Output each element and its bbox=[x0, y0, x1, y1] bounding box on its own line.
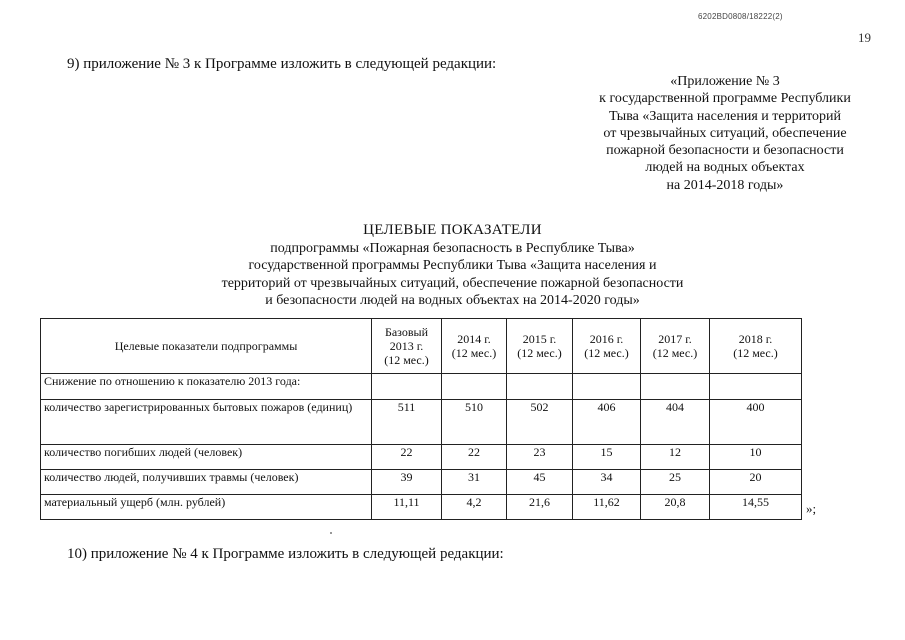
cell-value: 21,6 bbox=[507, 495, 573, 520]
table-header-row bbox=[41, 319, 802, 374]
appendix-line: людей на водных объектах bbox=[645, 160, 805, 176]
document-code: 6202BD0808/18222(2) bbox=[698, 12, 783, 21]
cell-value: 39 bbox=[372, 470, 442, 495]
cell-value: 31 bbox=[442, 470, 507, 495]
appendix-line: Тыва «Защита населения и территорий bbox=[608, 108, 842, 124]
appendix-line: от чрезвычайных ситуаций, обеспечение bbox=[603, 125, 847, 141]
table-title bbox=[150, 222, 755, 310]
appendix-reference bbox=[560, 73, 890, 194]
closing-quote: »; bbox=[806, 501, 817, 516]
cell-value: 11,11 bbox=[372, 495, 442, 520]
cell-value: 14,55 bbox=[710, 495, 802, 520]
cell-value: 11,62 bbox=[573, 495, 641, 520]
cell-value: 20,8 bbox=[641, 495, 710, 520]
appendix-line: пожарной безопасности и безопасности bbox=[606, 143, 844, 159]
header-label: Целевые показатели подпрограммы bbox=[41, 319, 372, 374]
scan-speck bbox=[330, 532, 332, 534]
table-row bbox=[41, 445, 802, 470]
cell-value: 22 bbox=[372, 445, 442, 470]
section-label: Снижение по отношению к показателю 2013 года: bbox=[41, 374, 372, 400]
cell-value: 400 bbox=[710, 400, 802, 445]
row-label: количество людей, получивших травмы (человек) bbox=[41, 470, 372, 495]
cell-value: 23 bbox=[507, 445, 573, 470]
table-row bbox=[41, 400, 802, 445]
table-row bbox=[41, 495, 802, 520]
page-number: 19 bbox=[858, 30, 871, 45]
section-row bbox=[41, 374, 802, 400]
cell-value: 34 bbox=[573, 470, 641, 495]
year-header: 2016 г. (12 мес.) bbox=[573, 319, 641, 374]
appendix-line: на 2014-2018 годы» bbox=[666, 177, 784, 193]
row-label: материальный ущерб (млн. рублей) bbox=[41, 495, 372, 520]
year-header: 2018 г. (12 мес.) bbox=[710, 319, 802, 374]
year-header: 2015 г. (12 мес.) bbox=[507, 319, 573, 374]
title-main: ЦЕЛЕВЫЕ ПОКАЗАТЕЛИ bbox=[363, 222, 542, 238]
year-header: 2014 г. (12 мес.) bbox=[442, 319, 507, 374]
title-line: территорий от чрезвычайных ситуаций, обеспечение пожарной безопасности bbox=[221, 275, 684, 291]
appendix-line: к государственной программе Республики bbox=[599, 91, 851, 107]
paragraph-10: 10) приложение № 4 к Программе изложить в следующей редакции: bbox=[67, 546, 504, 562]
row-label: количество погибших людей (человек) bbox=[41, 445, 372, 470]
table-row bbox=[41, 470, 802, 495]
row-label: количество зарегистрированных бытовых пожаров (единиц) bbox=[41, 400, 372, 445]
cell-value: 511 bbox=[372, 400, 442, 445]
cell-value: 10 bbox=[710, 445, 802, 470]
title-line: и безопасности людей на водных объектах на 2014-2020 годы» bbox=[265, 293, 640, 308]
cell-value: 4,2 bbox=[442, 495, 507, 520]
cell-value: 45 bbox=[507, 470, 573, 495]
paragraph-9: 9) приложение № 3 к Программе изложить в следующей редакции: bbox=[67, 56, 497, 72]
cell-value: 12 bbox=[641, 445, 710, 470]
appendix-line: «Приложение № 3 bbox=[670, 74, 780, 89]
title-line: государственной программы Республики Тыва «Защита населения и bbox=[248, 258, 657, 273]
cell-value: 20 bbox=[710, 470, 802, 495]
title-line: подпрограммы «Пожарная безопасность в Республике Тыва» bbox=[270, 240, 635, 256]
cell-value: 406 bbox=[573, 400, 641, 445]
year-header: 2017 г. (12 мес.) bbox=[641, 319, 710, 374]
cell-value: 15 bbox=[573, 445, 641, 470]
cell-value: 404 bbox=[641, 400, 710, 445]
cell-value: 510 bbox=[442, 400, 507, 445]
year-header: Базовый 2013 г. (12 мес.) bbox=[372, 319, 442, 374]
indicators-table bbox=[40, 318, 802, 520]
cell-value: 22 bbox=[442, 445, 507, 470]
cell-value: 502 bbox=[507, 400, 573, 445]
cell-value: 25 bbox=[641, 470, 710, 495]
